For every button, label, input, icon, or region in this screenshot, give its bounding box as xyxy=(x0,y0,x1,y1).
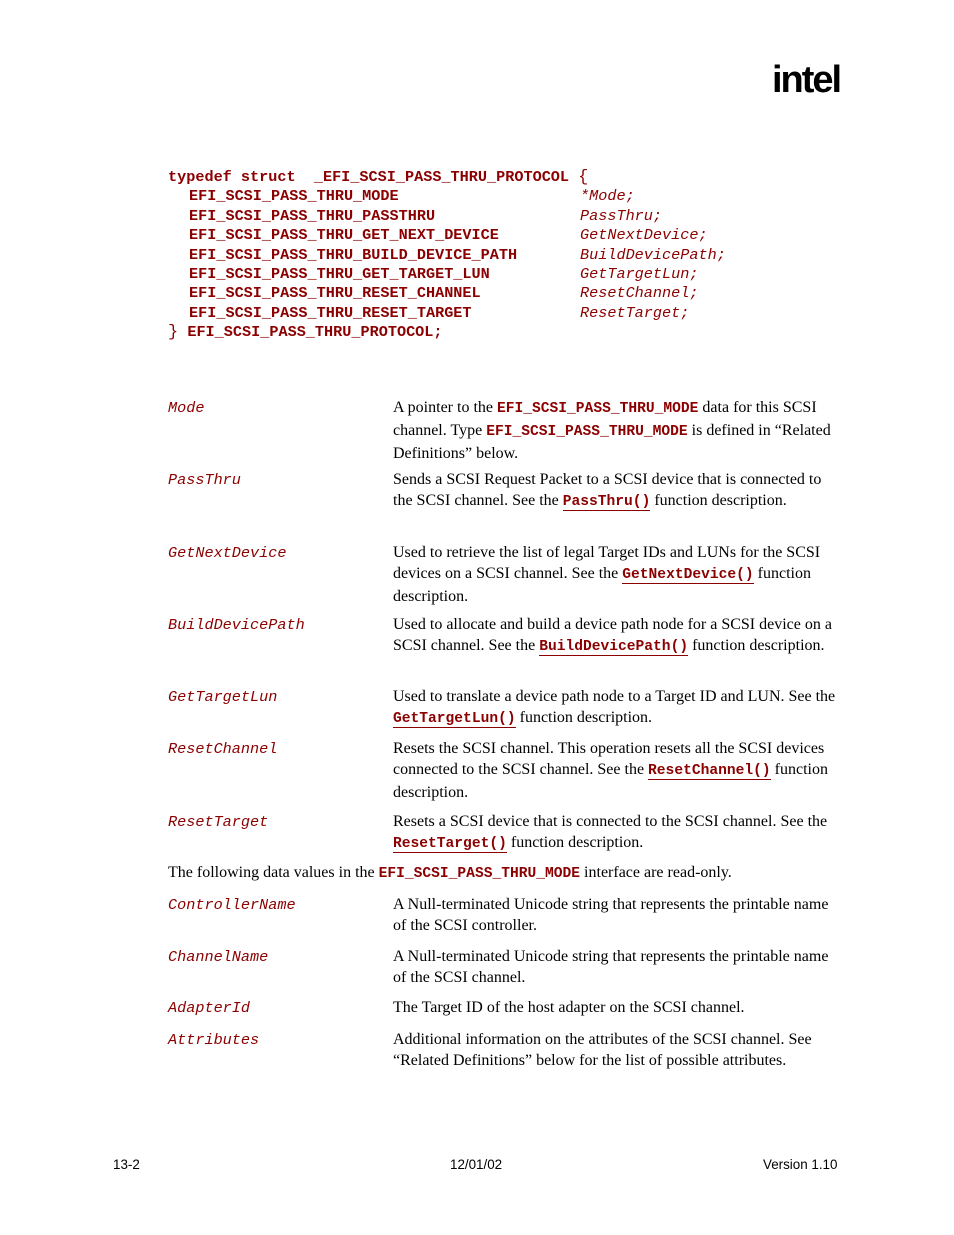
struct-member xyxy=(168,207,868,226)
close-brace: } xyxy=(168,323,179,343)
definition-term: Mode xyxy=(168,399,205,417)
description-text: A Null-terminated Unicode string that represents the printable name of the SCSI controller. xyxy=(393,896,829,934)
description-text: function description. xyxy=(393,761,828,801)
definition-term: GetNextDevice xyxy=(168,544,287,562)
definition-description xyxy=(393,614,843,658)
description-text: Sends a SCSI Request Packet to a SCSI device that is connected to the SCSI channel. See the xyxy=(393,471,822,509)
footer-page-number: 13-2 xyxy=(113,1157,140,1172)
struct-member xyxy=(168,226,868,245)
definition-term: Attributes xyxy=(168,1031,260,1049)
function-link[interactable]: BuildDevicePath() xyxy=(539,639,689,655)
member-type: EFI_SCSI_PASS_THRU_GET_NEXT_DEVICE xyxy=(189,226,499,245)
definition-description xyxy=(393,894,843,936)
struct-member xyxy=(168,304,868,323)
definition-description xyxy=(393,686,843,730)
member-name: GetTargetLun; xyxy=(580,264,699,283)
definition-term: ResetChannel xyxy=(168,740,278,758)
description-text: Additional information on the attributes of the SCSI channel. See “Related Definitions” below for the list of possible attributes. xyxy=(393,1031,812,1069)
definition-description xyxy=(393,738,843,803)
description-text: function description. xyxy=(515,709,653,726)
definition-term: BuildDevicePath xyxy=(168,616,305,634)
logo-text: intel xyxy=(772,59,841,101)
member-type: EFI_SCSI_PASS_THRU_BUILD_DEVICE_PATH xyxy=(189,245,518,264)
member-type: EFI_SCSI_PASS_THRU_MODE xyxy=(189,187,399,206)
member-type: EFI_SCSI_PASS_THRU_RESET_CHANNEL xyxy=(189,284,481,303)
type-reference: EFI_SCSI_PASS_THRU_MODE xyxy=(496,401,699,417)
open-brace: { xyxy=(578,168,589,187)
member-type: EFI_SCSI_PASS_THRU_GET_TARGET_LUN xyxy=(189,264,490,283)
function-link[interactable]: ResetTarget() xyxy=(393,836,507,852)
definition-term: PassThru xyxy=(168,471,241,489)
function-link[interactable]: PassThru() xyxy=(562,494,651,510)
definition-term: AdapterId xyxy=(168,999,251,1017)
description-text: A pointer to the xyxy=(393,399,497,416)
description-text: Used to translate a device path node to a Target ID and LUN. See the xyxy=(393,688,836,705)
description-text: Used to allocate and build a device path node for a SCSI device on a SCSI channel. See the xyxy=(393,616,832,654)
struct-members xyxy=(168,187,868,323)
description-text: Resets the SCSI channel. This operation resets all the SCSI devices connected to the SCSI channel. See the xyxy=(393,740,825,778)
definition-term: ControllerName xyxy=(168,896,296,914)
definition-description xyxy=(393,397,843,464)
definition-description xyxy=(393,469,843,513)
struct-member xyxy=(168,187,868,206)
struct-declaration xyxy=(168,168,868,343)
mode-intro-before: The following data values in the xyxy=(168,864,379,881)
member-name: ResetChannel; xyxy=(580,284,699,303)
function-link[interactable]: GetNextDevice() xyxy=(622,567,754,583)
description-text: The Target ID of the host adapter on the SCSI channel. xyxy=(393,999,745,1016)
member-name: GetNextDevice; xyxy=(580,226,708,245)
function-link[interactable]: GetTargetLun() xyxy=(393,711,516,727)
member-type: EFI_SCSI_PASS_THRU_PASSTHRU xyxy=(189,206,436,225)
member-name: BuildDevicePath; xyxy=(580,245,726,264)
struct-member xyxy=(168,246,868,265)
definition-description xyxy=(393,542,843,607)
definition-term: ResetTarget xyxy=(168,813,269,831)
description-text: function description. xyxy=(506,834,644,851)
definition-term: ChannelName xyxy=(168,948,269,966)
member-name: ResetTarget; xyxy=(580,303,690,322)
mode-intro-after: interface are read-only. xyxy=(580,864,732,881)
description-text: Resets a SCSI device that is connected to the SCSI channel. See the xyxy=(393,813,828,830)
definition-term: GetTargetLun xyxy=(168,688,278,706)
struct-tag: _EFI_SCSI_PASS_THRU_PROTOCOL xyxy=(313,168,570,186)
description-text: A Null-terminated Unicode string that represents the printable name of the SCSI channel. xyxy=(393,948,829,986)
mode-intro-ref: EFI_SCSI_PASS_THRU_MODE xyxy=(378,866,581,882)
intel-logo xyxy=(770,58,846,104)
struct-open-line xyxy=(168,168,868,187)
member-name: *Mode; xyxy=(580,187,635,206)
description-text: function description. xyxy=(393,565,811,605)
description-text: data for this SCSI channel. Type xyxy=(393,399,817,439)
definition-description xyxy=(393,946,843,988)
struct-typedef-name: EFI_SCSI_PASS_THRU_PROTOCOL; xyxy=(187,323,443,342)
type-reference: EFI_SCSI_PASS_THRU_MODE xyxy=(486,424,688,440)
definition-description xyxy=(393,1029,843,1071)
definition-description xyxy=(393,997,843,1018)
definition-description xyxy=(393,811,843,855)
description-text: function description. xyxy=(688,637,825,654)
struct-close-line xyxy=(168,323,868,342)
footer-version: Version 1.10 xyxy=(763,1157,838,1172)
footer-date: 12/01/02 xyxy=(450,1157,503,1172)
typedef-keyword: typedef struct xyxy=(168,168,305,186)
function-link[interactable]: ResetChannel() xyxy=(648,763,771,779)
description-text: Used to retrieve the list of legal Target IDs and LUNs for the SCSI devices on a SCSI channel. See the xyxy=(393,544,821,582)
mode-intro xyxy=(168,862,868,885)
member-type: EFI_SCSI_PASS_THRU_RESET_TARGET xyxy=(189,303,472,322)
description-text: is defined in “Related Definitions” below. xyxy=(393,422,831,462)
struct-member xyxy=(168,284,868,303)
member-name: PassThru; xyxy=(580,206,663,225)
description-text: function description. xyxy=(650,492,787,509)
struct-member xyxy=(168,265,868,284)
